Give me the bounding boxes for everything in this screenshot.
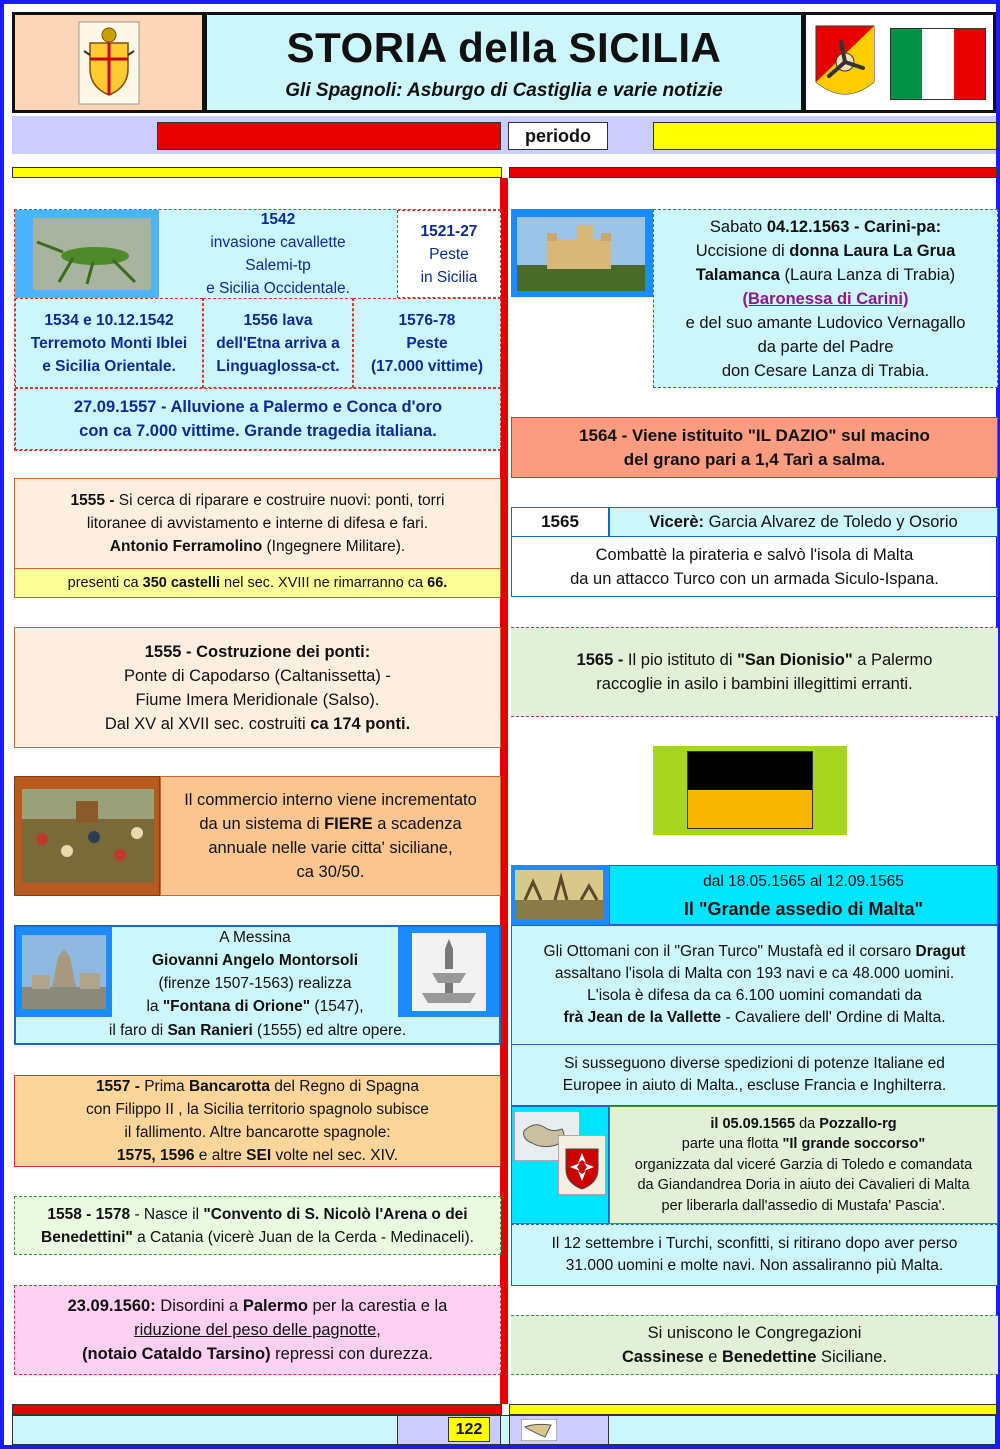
messina-text-5a: il faro di [108, 1021, 168, 1039]
bridges-box [14, 627, 501, 748]
siege-line-4 [563, 1007, 945, 1029]
convent-text-2: a Catania (vicerè Juan de la Cerda - Medinaceli). [132, 1228, 474, 1246]
dionisio-line-1 [577, 648, 933, 672]
bridges-heading: 1555 - Costruzione dei ponti: [144, 642, 371, 661]
grasshopper-icon [33, 218, 151, 290]
montorsoli-box [112, 927, 398, 1017]
dionisio-box [511, 627, 998, 717]
bankruptcy-line-3: il fallimento. Altre bancarotte spagnole: [124, 1124, 391, 1141]
viceroy-name-box [609, 507, 998, 537]
left-footer-bar [12, 1404, 502, 1415]
towers-text-3: (Ingegnere Militare). [262, 538, 406, 555]
siege-image-frame [511, 865, 609, 925]
cassinese-name: Cassinese [621, 1348, 704, 1366]
bankruptcy-years: 1575, 1596 [116, 1147, 195, 1164]
bread-weight-text: riduzione del peso delle pagnotte [134, 1321, 377, 1339]
earthquake-line-3: e Sicilia Orientale. [42, 357, 176, 375]
bankruptcy-year: 1557 - [95, 1078, 140, 1095]
fairs-text-2a: da un sistema di [199, 815, 325, 833]
laura-surname: Talamanca [695, 265, 780, 284]
riots-text-3b: repressi con durezza. [270, 1345, 433, 1363]
plague-1576-line-2: Peste [406, 334, 448, 352]
earthquake-line-2: Terremoto Monti Iblei [30, 334, 188, 352]
corsair-name: Dragut [915, 943, 966, 960]
riots-comma: , [376, 1321, 381, 1339]
congregation-box [511, 1315, 998, 1375]
messina-line-4 [146, 995, 363, 1018]
etna-line-3: Linguaglossa-ct. [216, 357, 340, 375]
fairs-line-2 [199, 812, 461, 836]
towers-line-1 [71, 489, 445, 512]
plague-1521-box [397, 210, 501, 298]
carini-line-7: don Cesare Lanza di Trabia. [721, 361, 930, 380]
messina-line-3: (firenze 1507-1563) realizza [158, 975, 352, 992]
fairs-text-2c: a scadenza [372, 815, 462, 833]
carini-line-3 [696, 263, 955, 287]
rescue-fleet-name: "Il grande soccorso" [782, 1136, 926, 1153]
flood-line-1: 27.09.1557 - Alluvione a Palermo e Conca d'oro [73, 398, 443, 416]
messina-line-5-box [16, 1017, 499, 1043]
baronessa-link[interactable]: (Baronessa di Carini) [742, 289, 909, 308]
bridges-line-2: Ponte di Capodarso (Caltanissetta) - [124, 666, 391, 685]
dionisio-text-1c: a Palermo [852, 651, 933, 669]
siege-painting-icon [515, 870, 603, 920]
castle-image-frame [511, 209, 653, 297]
riots-text-1c: per la carestia e la [307, 1297, 448, 1315]
towers-line-3 [110, 535, 405, 558]
viceroy-name: Garcia Alvarez de Toledo y Osorio [704, 513, 958, 531]
bankruptcy-box [14, 1075, 501, 1167]
italy-flag-icon [890, 28, 986, 100]
period-bar-red [157, 122, 501, 150]
messina-line-5 [109, 1019, 406, 1042]
rescue-line-2 [682, 1134, 925, 1155]
orion-fountain-photo-icon [22, 935, 106, 1009]
dazio-line-2: del grano pari a 1,4 Tarì a salma. [623, 449, 886, 469]
siege-line-1 [544, 941, 966, 963]
laura-name: donna Laura La Grua [789, 241, 956, 260]
fair-image-frame [14, 776, 160, 896]
sculptor-name: Giovanni Angelo Montorsoli [151, 952, 359, 969]
period-label: periodo [508, 122, 608, 150]
messina-image-frame-right [398, 927, 499, 1017]
locust-line-2: Salemi-tp [245, 257, 311, 274]
rescue-line-5: per liberarla dall'assedio di Mustafa' Pascia'. [661, 1197, 946, 1214]
plague-1576-line-1: 1576-78 [398, 311, 456, 329]
bridges-line-4 [105, 712, 410, 736]
notary-name: (notaio Cataldo Tarsino) [82, 1345, 271, 1363]
plague-1521-line-1: Peste [429, 245, 469, 263]
rescue-image-frame [511, 1106, 609, 1224]
riots-line-2 [134, 1318, 381, 1342]
riots-date: 23.09.1560: [67, 1297, 156, 1315]
convent-name: "Convento di S. Nicolò l'Arena o dei [203, 1205, 468, 1223]
etna-lava-box [203, 298, 353, 388]
etna-line-1: 1556 lava [243, 311, 313, 329]
engineer-name: Antonio Ferramolino [109, 538, 263, 555]
convent-line-1 [47, 1203, 467, 1226]
locust-image-frame [15, 210, 159, 298]
riots-text-1a: Disordini a [155, 1297, 243, 1315]
sicily-flag-icon [814, 24, 876, 104]
rescue-text-2a: parte una flotta [681, 1136, 783, 1153]
convent-text-1a: - Nasce il [130, 1205, 204, 1223]
messina-text-4a: la [146, 998, 163, 1015]
fairs-line-3: annuale nelle varie citta' siciliane, [208, 839, 453, 857]
vallette-name: frà Jean de la Vallette [563, 1009, 722, 1026]
siege-text-1a: Gli Ottomani con il "Gran Turco" Mustafà ed il corsaro [543, 943, 916, 960]
messina-image-frame-left [16, 927, 112, 1017]
expeditions-line-1: Si susseguono diverse spedizioni di potenze Italiane ed [564, 1055, 945, 1072]
bankruptcy-line-2: con Filippo II , la Sicilia territorio spagnolo subisce [86, 1101, 429, 1118]
congregation-line-2 [622, 1345, 887, 1369]
column-divider [500, 178, 508, 1404]
bridges-text-4: Dal XV al XVII sec. costruiti [104, 714, 311, 733]
expeditions-line-2: Europee in aiuto di Malta., escluse Francia e Inghilterra. [562, 1077, 947, 1094]
rescue-port: Pozzallo-rg [819, 1115, 897, 1132]
siege-title-box [609, 865, 998, 925]
carini-text-2a: Uccisione di [695, 241, 790, 260]
riots-city: Palermo [242, 1297, 308, 1315]
towers-year: 1555 - [70, 492, 115, 509]
castles-note [14, 568, 501, 598]
dionisio-text-1a: Il pio istituto di [623, 651, 738, 669]
rescue-date: il 05.09.1565 [710, 1115, 796, 1132]
congregation-and: e [703, 1348, 722, 1366]
dionisio-year: 1565 - [576, 651, 624, 669]
period-bar [12, 116, 996, 154]
convent-years: 1558 - 1578 [47, 1205, 131, 1223]
carini-text-1a: Sabato [709, 217, 767, 236]
messina-text-4c: (1547), [310, 998, 364, 1015]
bridges-count: ca 174 ponti. [310, 714, 411, 733]
siege-text-4b: - Cavaliere dell' Ordine di Malta. [721, 1009, 946, 1026]
left-column-header-bar [12, 167, 502, 178]
castles-remaining: 66. [427, 574, 448, 591]
etna-line-2: dell'Etna arriva a [216, 334, 340, 352]
locust-line-3: e Sicilia Occidentale. [206, 280, 350, 297]
bankruptcy-text-1c: del Regno di Spagna [269, 1078, 420, 1095]
fairs-keyword: FIERE [324, 815, 373, 833]
rescue-fleet-box [609, 1106, 998, 1224]
towers-line-2: litoranee di avvistamento e interne di difesa e fari. [86, 515, 429, 532]
siege-title: Il "Grande assedio di Malta" [683, 899, 924, 919]
locust-year: 1542 [260, 211, 296, 228]
fountain-engraving-icon [412, 933, 486, 1011]
viceroy-line-1: Combattè la pirateria e salvò l'isola di Malta [595, 546, 914, 564]
carini-line-5: e del suo amante Ludovico Vernagallo [685, 313, 966, 332]
viceroy-label: Vicerè: [649, 513, 704, 531]
siege-dates: dal 18.05.1565 al 12.09.1565 [703, 873, 904, 890]
period-bar-yellow [653, 122, 997, 150]
header-title-panel [204, 12, 804, 113]
right-column-header-bar [509, 167, 997, 178]
siege-end-box [511, 1224, 998, 1286]
dionisio-line-2: raccoglie in asilo i bambini illegittimi erranti. [596, 675, 913, 693]
carini-line-1 [710, 215, 941, 239]
rescue-line-3: organizzata dal viceré Garzia di Toledo e comandata [634, 1156, 973, 1173]
fairs-line-4: ca 30/50. [296, 863, 365, 881]
congregation-line-1: Si uniscono le Congregazioni [647, 1324, 862, 1342]
fountain-name: "Fontana di Orione" [162, 998, 311, 1015]
carini-line-2 [696, 239, 956, 263]
convent-line-2 [41, 1226, 474, 1249]
bankruptcy-text-4b: e altre [194, 1147, 247, 1164]
locust-line-1: invasione cavallette [210, 234, 346, 251]
bankruptcy-line-1 [96, 1075, 419, 1098]
bankruptcy-line-4 [117, 1144, 398, 1167]
siege-details-box [511, 925, 998, 1045]
viceroy-name-line [649, 510, 958, 534]
rescue-line-1 [710, 1114, 896, 1135]
carini-castle-photo-icon [517, 217, 645, 291]
bankruptcy-keyword: Bancarotta [188, 1078, 270, 1095]
footer-right-cell [509, 1415, 609, 1445]
header-coat-of-arms-panel [12, 12, 205, 113]
siege-line-3: L'isola è difesa da ca 6.100 uomini comandati da [587, 987, 922, 1004]
dazio-line-1: 1564 - Viene istituito "IL DAZIO" sul macino [579, 425, 930, 445]
footer-band [12, 1415, 996, 1445]
messina-line-1: A Messina [219, 929, 291, 946]
lighthouse-name: San Ranieri [167, 1021, 253, 1039]
dionisio-name: "San Dionisio" [737, 651, 853, 669]
earthquake-box [15, 298, 203, 388]
habsburg-flag-icon [687, 751, 813, 829]
castles-count: 350 castelli [142, 574, 221, 591]
siege-line-2: assaltano l'isola di Malta con 193 navi e ca 48.000 uomini. [554, 965, 955, 982]
viceroy-desc [512, 539, 997, 595]
coat-of-arms-icon [78, 21, 140, 105]
maltese-cross-crest-icon [558, 1135, 606, 1195]
village-fair-painting-icon [22, 789, 154, 883]
page-title: STORIA della SICILIA [286, 23, 722, 71]
header-flags-panel [803, 12, 996, 113]
carini-text-3b: (Laura Lanza di Trabia) [779, 265, 956, 284]
towers-text-1: Si cerca di riparare e costruire nuovi: ponti, torri [114, 492, 445, 509]
page-subtitle: Gli Spagnoli: Asburgo di Castiglia e varie notizie [285, 79, 723, 101]
right-footer-bar [509, 1404, 997, 1415]
riots-box [14, 1285, 501, 1375]
siege-end-line-1: Il 12 settembre i Turchi, sconfitti, si ritirano dopo aver perso [551, 1235, 958, 1252]
expeditions-box [511, 1045, 998, 1106]
congregation-text-end: Siciliane. [816, 1348, 888, 1366]
fairs-box [160, 776, 501, 896]
flood-1557-box [15, 388, 501, 450]
fairs-line-1: Il commercio interno viene incrementato [184, 791, 477, 809]
plague-1521-year: 1521-27 [420, 222, 478, 240]
riots-line-3 [82, 1342, 433, 1366]
carini-date-place: 04.12.1563 - Carini-pa: [766, 217, 942, 236]
dazio-box [511, 417, 998, 478]
locust-invasion-box [159, 210, 397, 298]
castles-text-1: presenti ca [67, 574, 143, 591]
bankruptcy-text-1a: Prima [139, 1078, 189, 1095]
bankruptcy-count: SEI [246, 1147, 272, 1164]
viceroy-year: 1565 [511, 507, 609, 537]
siege-end-line-2: 31.000 uomini e molte navi. Non assaliranno più Malta. [565, 1257, 944, 1274]
benedettine-name: Benedettine [721, 1348, 817, 1366]
plague-1521-line-2: in Sicilia [420, 268, 478, 286]
convent-name-end: Benedettini" [41, 1228, 133, 1246]
earthquake-line-1: 1534 e 10.12.1542 [44, 311, 174, 329]
carini-line-6: da parte del Padre [757, 337, 894, 356]
rescue-text-1b: da [795, 1115, 820, 1132]
messina-text-5c: (1555) ed altre opere. [252, 1021, 407, 1039]
bridges-line-3: Fiume Imera Meridionale (Salso). [135, 690, 380, 709]
castles-line [68, 573, 448, 594]
rescue-line-4: da Giandandrea Doria in aiuto dei Cavalieri di Malta [637, 1177, 970, 1194]
castles-text-3: nel sec. XVIII ne rimarranno ca [220, 574, 428, 591]
habsburg-flag-frame [653, 746, 847, 835]
plague-1576-line-3: (17.000 vittime) [371, 357, 483, 375]
plague-1576-box [353, 298, 501, 388]
riots-line-1 [68, 1294, 448, 1318]
towers-box [14, 478, 501, 568]
viceroy-line-2: da un attacco Turco con un armada Siculo-Ispana. [570, 570, 939, 588]
page-number: 122 [448, 1417, 490, 1442]
convent-box [14, 1196, 501, 1255]
flood-line-2: con ca 7.000 vittime. Grande tragedia italiana. [79, 422, 437, 440]
sicily-map-icon [521, 1419, 557, 1441]
bankruptcy-text-4d: volte nel sec. XIV. [271, 1147, 399, 1164]
carini-box [653, 209, 998, 388]
